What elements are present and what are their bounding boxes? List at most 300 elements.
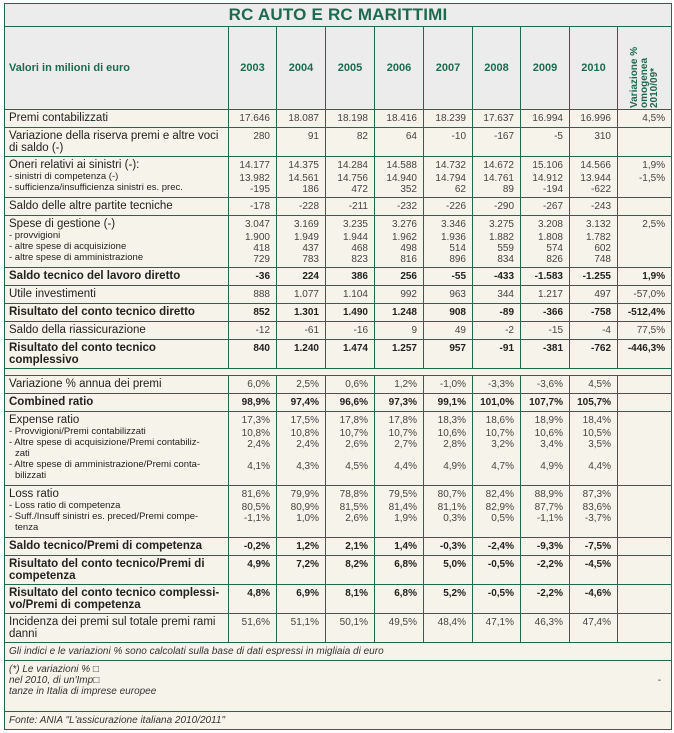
row-label: Saldo della riassicurazione [9,324,146,336]
header-year: 2007 [424,27,473,110]
value: -194 [542,184,563,195]
variation-cell [618,216,672,268]
header-year: 2005 [326,27,375,110]
row-label: Saldo tecnico del lavoro diretto [9,270,181,282]
value: 559 [497,243,514,254]
value: 5,2% [443,588,466,599]
note-text: (*) Le variazioni % □ [9,664,99,675]
value-cell [424,304,473,322]
value: -0,5% [487,588,514,599]
table-row-combined-ratio [5,394,672,412]
value-cell [229,286,277,304]
value: 4,8% [247,588,270,599]
value: 18,6% [485,415,514,426]
data-table-container [4,3,671,730]
value: 3.208 [537,219,563,230]
value-cell [424,322,473,340]
row-label: Variazione della riserva premi e altre voci di saldo (-) [9,130,219,154]
value: 437 [302,243,319,254]
row-label-cell [5,286,229,304]
value-cell [424,412,473,486]
value: 16.996 [580,113,611,124]
row-label: Variazione % annua dei premi [9,378,162,390]
header-variation-text: Variazione % omogenea 2010/09* [628,46,660,108]
variation-cell [618,110,672,128]
value: 602 [594,243,611,254]
value: 10,8% [290,428,319,439]
value-cell [473,286,521,304]
value: 497 [594,289,611,300]
value: -89 [499,307,514,318]
variation-cell [618,304,672,322]
value: 6,8% [394,559,417,570]
value: 51,1% [290,617,319,628]
row-label-cell [5,585,229,614]
value-cell [326,198,375,216]
table-row-variazione-annua [5,376,672,394]
header-label: Valori in milioni di euro [5,27,229,110]
spacer [426,450,466,461]
value: -226 [445,201,466,212]
spacer [279,450,319,461]
row-sublabel: - provvigioni [9,230,61,241]
value-cell [375,157,424,198]
value-cell [326,486,375,538]
value: 81,6% [241,489,270,500]
value: 186 [302,184,319,195]
value: 96,6% [339,397,368,408]
value: 2,6% [345,439,368,450]
note-text: Gli indici e le variazioni % sono calcolati sulla base di dati espressi in migliaia di euro [9,646,384,657]
spacer [523,472,563,483]
table-row-utile-investimenti [5,286,672,304]
row-label: Spese di gestione (-) [9,218,116,230]
value: 0,5% [491,513,514,524]
value-cell [375,412,424,486]
variation-cell [618,394,672,412]
value-cell [326,614,375,643]
spacer-cell [5,369,672,376]
value: 344 [497,289,514,300]
value: 97,4% [290,397,319,408]
value: 82,4% [485,489,514,500]
spacer [231,472,270,483]
value-cell [326,128,375,157]
value-cell [570,198,618,216]
value-cell [424,340,473,369]
note-dash: - [657,675,662,686]
value: 1.301 [293,307,319,318]
value-cell [375,268,424,286]
value-cell [229,340,277,369]
spacer [475,450,514,461]
value: 81,1% [437,502,466,513]
value: 97,3% [388,397,417,408]
value: 79,9% [290,489,319,500]
value: 783 [302,254,319,265]
row-label: Risultato del conto tecnico diretto [9,306,195,318]
note-text: nel 2010, di un'Imp□ [9,675,100,686]
value: 14.566 [580,160,611,171]
value-cell [473,216,521,268]
value-cell [326,412,375,486]
value: -1,0% [439,379,466,390]
variation-cell [618,340,672,369]
value: 224 [302,271,319,282]
spacer [620,416,665,427]
value: 17,5% [290,415,319,426]
row-label: Risultato del conto tecnico/Premi di competenza [9,558,205,582]
spacer [377,472,417,483]
value-cell [326,157,375,198]
value-cell [326,585,375,614]
note-asterisk-cell [5,661,672,712]
value: -55 [451,271,466,282]
value: 62 [454,184,466,195]
row-label: Incidenza dei premi sul totale premi rami danni [9,616,216,640]
value-cell [473,198,521,216]
variation-value: 1,9% [642,271,666,282]
value: 4,5% [588,379,611,390]
value-cell [375,538,424,556]
value-cell [277,157,326,198]
value-cell [473,110,521,128]
value-cell [375,110,424,128]
value-cell [473,556,521,585]
value: 823 [351,254,368,265]
value: 896 [449,254,466,265]
value: -0,3% [439,541,466,552]
value: 2,4% [247,439,270,450]
spacer [475,524,514,535]
spacer [572,472,611,483]
spacer [279,524,319,535]
value-cell [521,216,570,268]
value: 1.900 [244,232,270,243]
value-cell [570,394,618,412]
value: 98,9% [241,397,270,408]
value: 1,0% [296,513,319,524]
value-cell [570,340,618,369]
value-cell [521,614,570,643]
note-text: Fonte: ANIA "L'assicurazione italiana 2010/2011" [9,715,225,726]
variation-cell [618,614,672,643]
value: -0,5% [487,559,514,570]
value-cell [473,376,521,394]
spacer [377,450,417,461]
value-cell [424,585,473,614]
value: 840 [253,343,270,354]
value: 6,0% [247,379,270,390]
row-label-cell [5,198,229,216]
value: 10,7% [485,428,514,439]
value: -622 [590,184,611,195]
value-cell [229,216,277,268]
value: -2,2% [536,588,563,599]
value: 18.198 [337,113,368,124]
value-cell [375,322,424,340]
row-label-cell [5,486,229,538]
value: 18.239 [435,113,466,124]
value-cell [277,486,326,538]
value: -15 [548,325,563,336]
row-label-cell [5,304,229,322]
value-cell [326,394,375,412]
spacer [279,472,319,483]
value: -3,3% [487,379,514,390]
value: 9 [411,325,417,336]
value: 13.944 [580,173,611,184]
value: 14.940 [386,173,417,184]
spacer [620,427,665,438]
row-label-cell [5,340,229,369]
value: 1.936 [440,232,466,243]
value: 14.375 [288,160,319,171]
value-cell [473,412,521,486]
value: 50,1% [339,617,368,628]
variation-value: 1,9% [642,160,666,171]
value: 1,2% [394,379,417,390]
row-label-cell [5,128,229,157]
value-cell [570,128,618,157]
value-cell [424,286,473,304]
spacer [523,450,563,461]
value: 1.240 [293,343,319,354]
value: 2,8% [443,439,466,450]
value: -178 [249,201,270,212]
value-cell [229,157,277,198]
value-cell [570,268,618,286]
variation-cell [618,286,672,304]
value-cell [277,376,326,394]
value-cell [570,286,618,304]
value-cell [375,556,424,585]
value: 1.077 [293,289,319,300]
value: 1.944 [342,232,368,243]
variation-cell [618,268,672,286]
row-label: Premi contabilizzati [9,112,109,124]
value: 4,9% [247,559,270,570]
row-sublabel-cont: zati [15,448,30,459]
value: 107,7% [529,397,563,408]
note-text: tanze in Italia di imprese europee [9,686,157,697]
value-cell [521,556,570,585]
value: 46,3% [534,617,563,628]
value-cell [570,412,618,486]
value: 14.177 [239,160,270,171]
variation-value: -446,3% [627,343,666,354]
row-label-cell [5,376,229,394]
value-cell [570,585,618,614]
value-cell [473,486,521,538]
variation-cell [618,486,672,538]
value: -2 [505,325,514,336]
value: 18,4% [582,415,611,426]
value: 280 [253,131,270,142]
value: 83,6% [582,502,611,513]
value: -4,6% [584,588,611,599]
value-cell [375,340,424,369]
value-cell [375,585,424,614]
value-cell [375,394,424,412]
value-cell [277,198,326,216]
value: -16 [353,325,368,336]
value-cell [473,394,521,412]
value: 49 [454,325,466,336]
note-fonte [5,712,672,730]
row-label: Oneri relativi ai sinistri (-): [9,159,140,171]
value: -7,5% [584,541,611,552]
value: 80,7% [437,489,466,500]
value-cell [570,110,618,128]
row-sublabel: - sinistri di competenza (-) [9,171,119,182]
value: -3,7% [584,513,611,524]
value: 4,1% [247,461,270,472]
value-cell [326,376,375,394]
header-year: 2003 [229,27,277,110]
value: 256 [400,271,417,282]
value: 14.761 [483,173,514,184]
value-cell [570,304,618,322]
value: -366 [542,307,563,318]
value-cell [277,412,326,486]
value: 8,1% [345,588,368,599]
value-cell [375,376,424,394]
row-label-cell [5,268,229,286]
value: 14.794 [435,173,466,184]
value: 1.474 [342,343,368,354]
table-row-risultato-compl-premi [5,585,672,614]
value: 418 [253,243,270,254]
value-cell [473,538,521,556]
value-cell [424,198,473,216]
value: -10 [451,131,466,142]
value-cell [521,198,570,216]
value: 472 [351,184,368,195]
value: 5,0% [443,559,466,570]
spacer [231,450,270,461]
note-indici-cell [5,643,672,661]
value: 3.346 [440,219,466,230]
value: 386 [351,271,368,282]
table-row-loss-ratio [5,486,672,538]
value: 1.882 [488,232,514,243]
value: 79,5% [388,489,417,500]
value: 10,6% [437,428,466,439]
value: 1.949 [293,232,319,243]
spacer [377,524,417,535]
value: 310 [594,131,611,142]
value: 14.561 [288,173,319,184]
row-label: Combined ratio [9,396,94,408]
value-cell [375,216,424,268]
value-cell [424,157,473,198]
value: 0,6% [345,379,368,390]
value: 1.104 [342,289,368,300]
value: 8,2% [345,559,368,570]
value: -91 [499,343,514,354]
table-row-spese-gestione [5,216,672,268]
spacer [328,524,368,535]
value-cell [473,585,521,614]
value: -211 [348,201,368,212]
value-cell [521,157,570,198]
value: -12 [255,325,270,336]
value-cell [375,128,424,157]
value-cell [326,216,375,268]
header-year: 2008 [473,27,521,110]
value: 18,9% [534,415,563,426]
value: 3.235 [342,219,368,230]
value: 729 [253,254,270,265]
value-cell [521,322,570,340]
variation-value: 4,5% [642,113,666,124]
row-sublabel-cont: tenza [15,522,39,533]
value: -5 [554,131,563,142]
value: 3,4% [540,439,563,450]
value-cell [521,394,570,412]
value: 908 [449,307,466,318]
value: 4,9% [540,461,563,472]
value-cell [424,128,473,157]
value: 4,3% [296,461,319,472]
variation-cell [618,157,672,198]
value: 816 [400,254,417,265]
spacer [572,450,611,461]
variation-cell [618,198,672,216]
value: -2,2% [536,559,563,570]
header-year: 2006 [375,27,424,110]
value: -762 [590,343,611,354]
value: -167 [493,131,514,142]
value: 957 [449,343,466,354]
value-cell [570,614,618,643]
value: 3.276 [391,219,417,230]
variation-value: -57,0% [633,289,666,300]
row-label: Risultato del conto tecnico complessi-vo/Premi di competenza [9,587,220,611]
row-sublabel: - Provvigioni/Premi contabilizzati [9,426,146,437]
value: 834 [497,254,514,265]
value: 468 [351,243,368,254]
value: 47,4% [582,617,611,628]
value: 49,5% [388,617,417,628]
value: 87,3% [582,489,611,500]
row-label-cell [5,394,229,412]
value-cell [424,376,473,394]
value: -3,6% [536,379,563,390]
value: 17,3% [241,415,270,426]
table-row-oneri [5,157,672,198]
value-cell [424,216,473,268]
value: 574 [546,243,563,254]
row-label-cell [5,412,229,486]
note-fonte-cell [5,712,672,730]
row-sublabel: - altre spese di acquisizione [9,241,127,252]
value-cell [473,340,521,369]
value: 10,7% [388,428,417,439]
value-cell [570,157,618,198]
value-cell [521,268,570,286]
variation-value: 77,5% [636,325,666,336]
value-cell [326,304,375,322]
value: 82 [356,131,368,142]
value: 514 [449,243,466,254]
value-cell [570,376,618,394]
value-cell [521,340,570,369]
note-asterisk [5,661,672,712]
spacer [328,450,368,461]
value-cell [375,198,424,216]
